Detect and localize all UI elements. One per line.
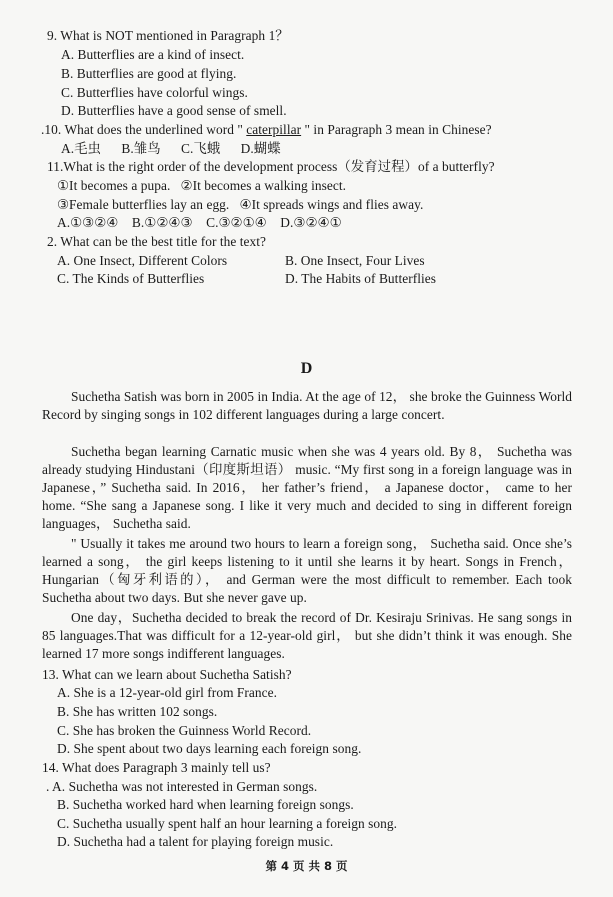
question-13-option-c: C. She has broken the Guinness World Record.: [57, 723, 312, 738]
underlined-word: caterpillar: [246, 122, 302, 137]
question-14-option-d: D. Suchetha had a talent for playing foreign music.: [57, 834, 334, 849]
passage-paragraph-1: Suchetha Satish was born in 2005 in India. At the age of 12， she broke the Guinness World Record by singing songs in 102 different languages during a large concert.: [42, 389, 572, 422]
section-title: D: [300, 360, 313, 377]
question-11-step-line-1: ①It becomes a pupa. ②It becomes a walking insect.: [57, 178, 347, 193]
question-14-option-c: C. Suchetha usually spent half an hour learning a foreign song.: [57, 816, 398, 831]
question-12-option-d: D. The Habits of Butterflies: [285, 271, 437, 286]
passage-paragraph-3: " Usually it takes me around two hours to learn a foreign song， Suchetha said. Once she’s learned a song， the girl keeps listening to it until she learns it by heart. Songs in French， Hungarian（匈牙利语的）， and German were the most difficult to remember. Each took Suchetha about two days. But she never gave up.: [42, 536, 572, 605]
question-14-stem: 14. What does Paragraph 3 mainly tell us?: [42, 760, 271, 775]
question-10-stem: .10. What does the underlined word " caterpillar " in Paragraph 3 mean in Chinese?: [41, 122, 492, 137]
question-13-option-d: D. She spent about two days learning each foreign song.: [57, 741, 362, 756]
question-12-stem: 2. What can be the best title for the text?: [47, 234, 267, 249]
question-13-option-a: A. She is a 12-year-old girl from France.: [57, 685, 278, 700]
question-11-step-line-2: ③Female butterflies lay an egg. ④It spreads wings and flies away.: [57, 197, 424, 212]
question-9-option-a: A. Butterflies are a kind of insect.: [61, 47, 245, 62]
question-10-options: A.毛虫 B.雏鸟 C.飞蛾 D.蝴蝶: [61, 141, 281, 156]
passage-paragraph-4: One day，Suchetha decided to break the record of Dr. Kesiraju Srinivas. He sang songs in 85 languages.That was difficult for a 12-year-old girl， but she didn’t think it was enough. She learned 17 more songs indifferent languages.: [42, 610, 572, 661]
question-11-options: A.①③②④ B.①②④③ C.③②①④ D.③②④①: [57, 215, 342, 230]
question-12-option-b: B. One Insect, Four Lives: [285, 253, 425, 268]
passage-paragraph-2: Suchetha began learning Carnatic music when she was 4 years old. By 8， Suchetha was already studying Hindustani（印度斯坦语） music. “My first song in a foreign language was in Japanese，” Suchetha said. In 2016， her father’s friend， a Japanese doctor， came to her home. “She sang a Japanese song. I like it very much and decided to sing in different foreign languages， Suchetha said.: [42, 444, 572, 531]
question-12-option-a: A. One Insect, Different Colors: [57, 253, 228, 268]
question-14-option-a: . A. Suchetha was not interested in German songs.: [46, 779, 318, 794]
question-9-stem: 9. What is NOT mentioned in Paragraph 1？: [47, 28, 289, 43]
page-number-footer: 第 4 页 共 8 页: [265, 859, 348, 873]
question-9-option-b: B. Butterflies are good at flying.: [61, 66, 237, 81]
question-9-option-c: C. Butterflies have colorful wings.: [61, 85, 248, 100]
question-12-option-c: C. The Kinds of Butterflies: [57, 271, 205, 286]
question-9-option-d: D. Butterflies have a good sense of smell.: [61, 103, 287, 118]
question-14-option-b: B. Suchetha worked hard when learning foreign songs.: [57, 797, 354, 812]
question-13-option-b: B. She has written 102 songs.: [57, 704, 218, 719]
question-13-stem: 13. What can we learn about Suchetha Satish?: [42, 667, 292, 682]
question-11-stem: 11.What is the right order of the development process（发育过程）of a butterfly?: [47, 159, 495, 174]
